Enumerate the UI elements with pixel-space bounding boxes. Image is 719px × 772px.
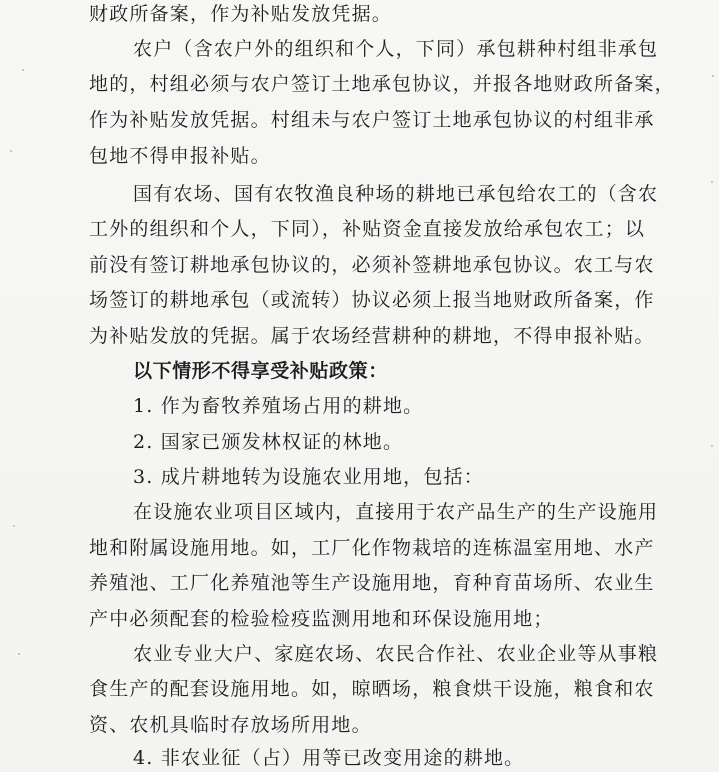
paragraph-line: 为补贴发放的凭据。属于农场经营耕种的耕地，不得申报补贴。: [89, 325, 655, 347]
text-line: 财政所备案，作为补贴发放凭据。: [89, 3, 393, 25]
scan-speck: [22, 69, 24, 71]
list-item: 1. 作为畜牧养殖场占用的耕地。: [133, 395, 424, 417]
paragraph-line: 作为补贴发放凭据。村组未与农户签订土地承包协议的村组非承: [89, 109, 655, 131]
list-item: 3. 成片耕地转为设施农业用地，包括：: [133, 466, 484, 488]
scan-speck: [10, 150, 12, 152]
scan-speck: [18, 653, 20, 655]
paragraph-line: 产中必须配套的检验检疫监测用地和环保设施用地；: [89, 608, 554, 630]
paragraph-line: 农业专业大户、家庭农场、农民合作社、农业企业等从事粮: [133, 643, 659, 665]
paragraph-line: 农户（含农户外的组织和个人，下同）承包耕种村组非承包: [133, 38, 659, 60]
paragraph-line: 在设施农业项目区域内，直接用于农产品生产的生产设施用: [133, 501, 659, 523]
paragraph-line: 地和附属设施用地。如，工厂化作物栽培的连栋温室用地、水产: [89, 537, 655, 559]
scan-speck: [711, 181, 713, 183]
paragraph-line: 食生产的配套设施用地。如，晾晒场，粮食烘干设施，粮食和农: [89, 678, 655, 700]
paragraph-line: 养殖池、工厂化养殖池等生产设施用地，育种育苗场所、农业生: [89, 572, 655, 594]
paragraph-line: 包地不得申报补贴。: [89, 145, 271, 167]
paragraph-line: 地的，村组必须与农户签订土地承包协议，并报各地财政所备案，: [89, 73, 675, 95]
scan-speck: [711, 445, 713, 447]
paragraph-line: 工外的组织和个人，下同），补贴资金直接发放给承包农工；以: [89, 218, 646, 240]
paragraph-line: 场签订的耕地承包（或流转）协议必须上报当地财政所备案，作: [89, 289, 655, 311]
scan-speck: [13, 525, 15, 527]
paragraph-line: 国有农场、国有农牧渔良种场的耕地已承包给农工的（含农: [133, 183, 659, 205]
paragraph-line: 前没有签订耕地承包协议的，必须补签耕地承包协议。农工与农: [89, 254, 655, 276]
scan-speck: [712, 75, 714, 77]
paragraph-line: 资、农机具临时存放场所用地。: [89, 714, 372, 736]
list-item: 2. 国家已颁发林权证的林地。: [133, 431, 404, 453]
section-heading: 以下情形不得享受补贴政策：: [133, 360, 388, 382]
list-item: 4. 非农业征（占）用等已改变用途的耕地。: [133, 747, 525, 769]
